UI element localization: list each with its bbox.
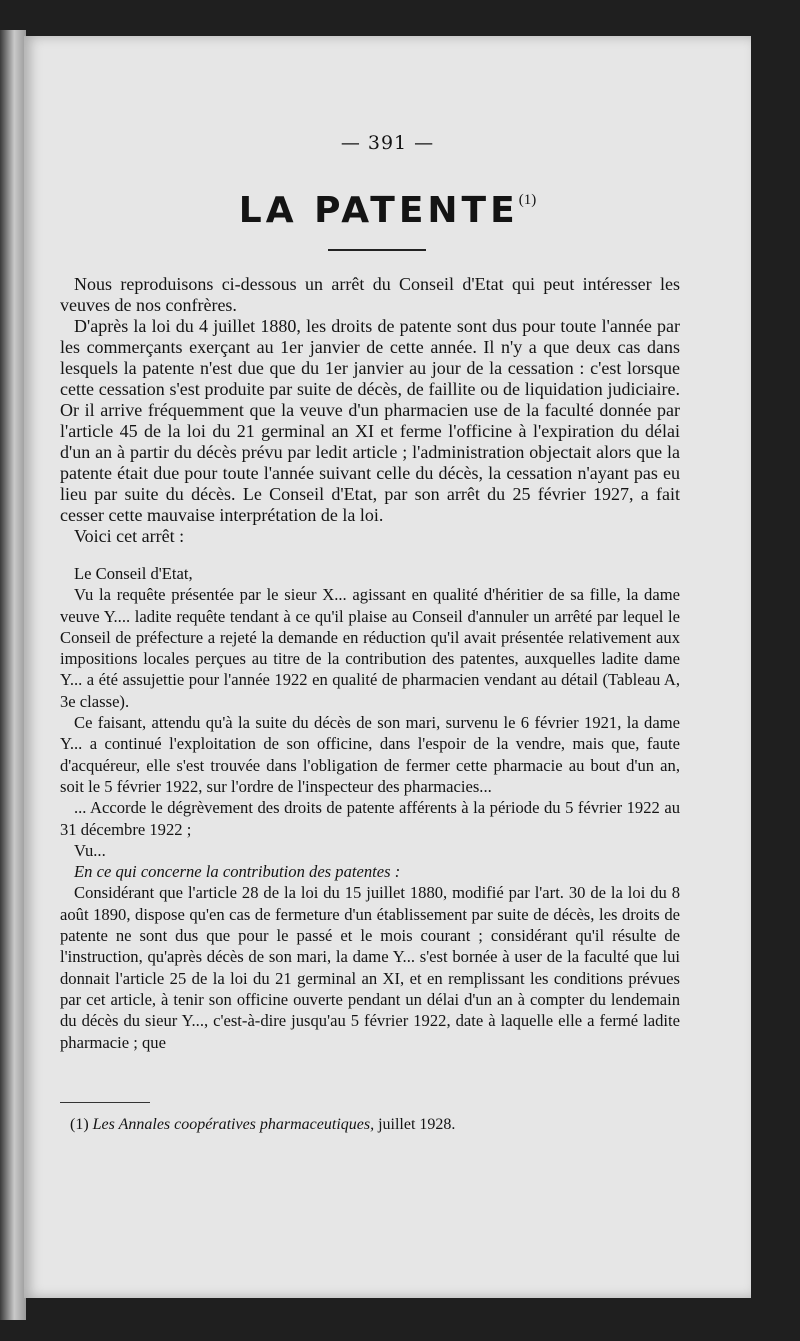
council-decision [60, 563, 680, 1053]
article-title-text: LA PATENTE [238, 190, 519, 231]
footnote-source-title: Les Annales coopératives pharmaceutiques, [92, 1116, 375, 1133]
intro-paragraph: D'après la loi du 4 juillet 1880, les droits de patente sont dus pour toute l'année par les commerçants exerçant au 1er janvier de cette année. Il n'y a que deux cas dans lesquels la patente n'est due que du 1er janvier au jour de la cessation : c'est lorsque cette cessation s'est produite par suite de décès, de faillite ou de liquidation judiciaire. Or il arrive fréquemment que la veuve d'un pharmacien use de la faculté donnée par l'article 45 de la loi du 21 germinal an XI et ferme l'officine à l'expiration du délai d'un an à partir du décès prévu par ledit article ; l'administration objectait alors que la patente était due pour toute l'année suivant celle du décès, la cessation n'ayant pas eu lieu par suite du décès. Le Conseil d'Etat, par son arrêt du 25 février 1927, a fait cesser cette mauvaise interprétation de la loi. [60, 316, 680, 525]
page-number: — 391 — [340, 132, 435, 154]
decision-section-heading: En ce qui concerne la contribution des patentes : [74, 862, 401, 882]
decision-paragraph: Ce faisant, attendu qu'à la suite du décès de son mari, survenu le 6 février 1921, la dame Y... a continué l'exploitation de son officine, dans l'espoir de la vendre, mais que, faute d'acquéreur, elle s'est trouvée dans l'obligation de fermer cette pharmacie au bout d'un an, soit le 5 février 1922, sur l'ordre de l'inspecteur des pharmacies... [60, 713, 680, 796]
introduction [60, 274, 680, 547]
decision-paragraph: Vu... [74, 840, 106, 860]
footnote [70, 1116, 690, 1134]
intro-paragraph: Voici cet arrêt : [74, 526, 185, 546]
footnote-marker: (1) [70, 1116, 89, 1133]
document-page [24, 36, 751, 1298]
title-footnote-marker: (1) [518, 192, 537, 208]
intro-paragraph: Nous reproduisons ci-dessous un arrêt du Conseil d'Etat qui peut intéresser les veuves de nos confrères. [60, 274, 680, 315]
footnote-divider [60, 1102, 150, 1103]
footnote-date: juillet 1928. [378, 1116, 456, 1133]
title-divider [328, 249, 426, 251]
article-title [24, 190, 751, 231]
book-binding-edge [0, 30, 26, 1320]
decision-considering: Considérant que l'article 28 de la loi du 15 juillet 1880, modifié par l'art. 30 de la loi du 8 août 1890, dispose qu'en cas de fermeture d'un établissement par suite de décès, les droits de patente ne sont dus que pour le passé et le mois courant ; considérant qu'il résulte de l'instruction, qu'après décès de son mari, la dame Y... s'est bornée à user de la faculté que lui donnait l'article 25 de la loi du 21 germinal an XI, et en remplissant les conditions prévues par cet article, à tenir son officine ouverte pendant un délai d'un an à compter du lendemain du décès du sieur Y..., c'est-à-dire jusqu'au 5 février 1922, date à laquelle elle a fermé ladite pharmacie ; que [60, 883, 680, 1052]
decision-paragraph: Vu la requête présentée par le sieur X... agissant en qualité d'héritier de sa fille, la dame veuve Y.... ladite requête tendant à ce qu'il plaise au Conseil d'annuler un arrêté par lequel le Conseil de préfecture a rejeté la demande en réduction qu'il avait présentée relativement aux impositions locales perçues au titre de la contribution des patentes, auxquelles ladite dame Y... a été assujettie pour l'année 1922 en qualité de pharmacien vendant au détail (Tableau A, 3e classe). [60, 585, 680, 711]
decision-paragraph: ... Accorde le dégrèvement des droits de patente afférents à la période du 5 février 1922 au 31 décembre 1922 ; [60, 798, 680, 839]
decision-opening: Le Conseil d'Etat, [74, 564, 193, 583]
